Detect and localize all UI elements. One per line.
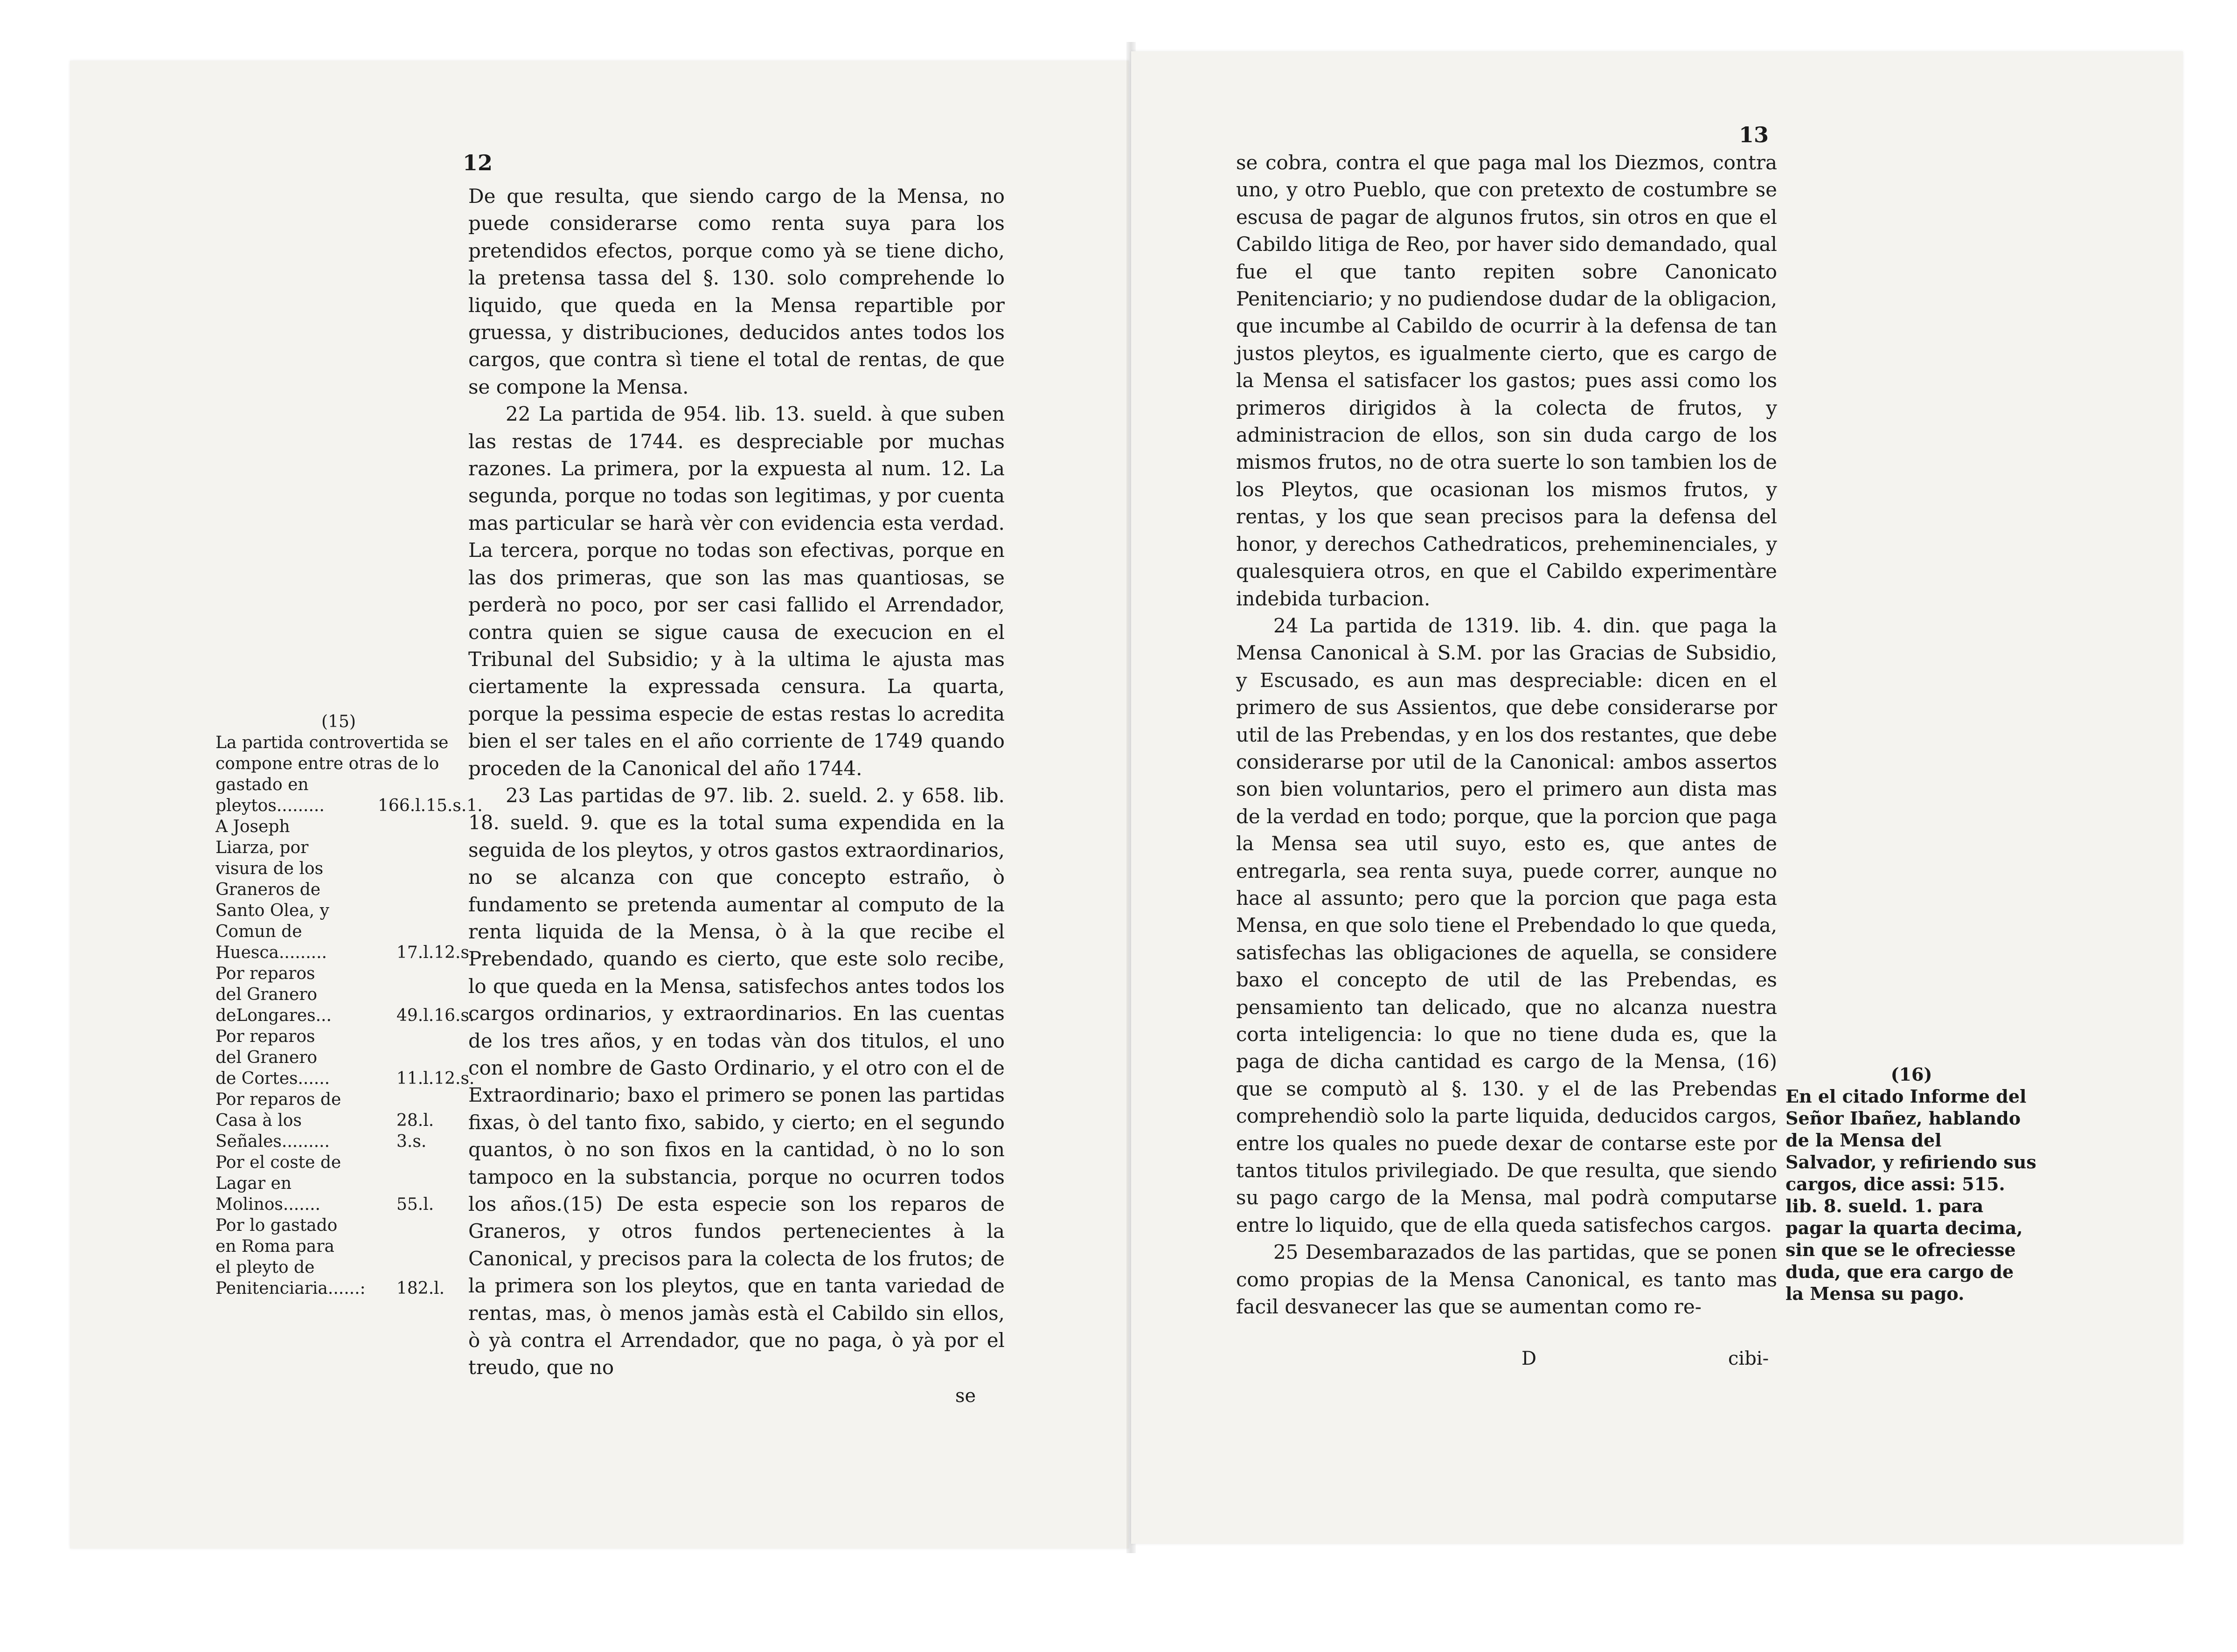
right-paragraph-24: 24 La partida de 1319. lib. 4. din. que paga la Mensa Canonical à S.M. por las Gracias de Subsidio, y Escusado, es aun mas despreciable: dicen en el primero de sus Assientos, que debe considerarse por util de las Prebendas, y en los dos restantes, que debe considerarse por util de la Canonical: ambos assertos son bien voluntarios, pero el primero aun dista mas de la verdad en todo; porque, que la porcion que paga la Mensa sea util suyo, esto es, que antes de entregarla, sea renta suya, puede correr, aunque no hace al assunto; pero que la porcion que paga esta Mensa, en que solo tiene el Prebendado lo que queda, satisfechas las obligaciones de aquella, se considere baxo el concepto de util de las Prebendas, es pensamiento tan delicado, que no alcanza nuestra corta inteligencia: lo que no tiene duda es, que la paga de dicha cantidad es cargo de la Mensa, (16) que se computò al §. 130. y el de las Prebendas comprehendiò solo la parte liquida, deducidos cargos, entre los quales no puede dexar de contarse este por tantos titulos privilegiado. De que resulta, que siendo su pago cargo de la Mensa, mal podrà computarse entre lo liquido, que de ella queda satisfechos cargos.	[1236, 614, 1777, 1236]
left-note-item: pleytos......... 166.l.15.s.1.	[215, 796, 483, 815]
left-note-item: Por reparos del Granero de Cortes...... 11.l.12.s.	[215, 1027, 475, 1088]
left-note-item: Por reparos del Granero deLongares... 49.l.16.s.	[215, 964, 475, 1025]
right-margin-note	[1785, 1063, 2037, 1305]
left-note-item: Por lo gastado en Roma para el pleyto de Penitenciaria......: 182.l.	[215, 1216, 445, 1298]
left-paragraph-22: 22 La partida de 954. lib. 13. sueld. à que suben las restas de 1744. es despreciable por muchas razones. La primera, por la expuesta al num. 12. La segunda, porque no todas son legitimas, y por cuenta mas particular se harà vèr con evidencia esta verdad. La tercera, porque no todas son efectivas, porque en las dos primeras, que son las mas quantiosas, se perderà no poco, por ser casi fallido el Arrendador, contra quien se sigue causa de execucion en el Tribunal del Subsidio; y à la ultima le ajusta mas ciertamente la expressada censura. La quarta, porque la pessima especie de estas restas lo acredita bien el ser tales en el año corriente de 1749 quando proceden de la Canonical del año 1744.	[468, 403, 1005, 780]
left-note-title: La partida controvertida se compone entre otras de lo gastado en	[215, 733, 449, 794]
left-page-body	[468, 183, 1005, 1381]
left-note-item: A Joseph Liarza, por visura de los Graneros de Santo Olea, y Comun de Huesca......... 17.l.12.s.	[215, 817, 475, 962]
right-paragraph-25: 25 Desembarazados de las partidas, que se ponen como propias de la Mensa Canonical, es tanto mas facil desvanecer las que se aumentan como re-	[1236, 1241, 1777, 1319]
left-note-item: Por el coste de Lagar en Molinos....... 55.l.	[215, 1153, 434, 1214]
left-paragraph-23: 23 Las partidas de 97. lib. 2. sueld. 2. y 658. lib. 18. sueld. 9. que es la total suma expendida en la seguida de los pleytos, y otros gastos extraordinarios, no se alcanza con que concepto estraño, ò fundamento se pretenda aumentar al computo de la renta liquida de la Mensa, ò à la que recibe el Prebendado, quando es cierto, que este solo recibe, lo que queda en la Mensa, satisfechos antes todos los cargos ordinarios, y extraordinarios. En las cuentas de los tres años, y en todas vàn dos titulos, el uno con el nombre de Gasto Ordinario, y el otro con el de Extraordinario; baxo el primero se ponen las partidas fixas, ò del tanto fixo, sabido, y cierto; en el segundo quantos, ò no son fixos en la cantidad, ò no lo son tampoco en la substancia, porque no ocurren todos los años.(15) De esta especie son los reparos de Graneros, y otros fundos pertenecientes à la Canonical, y precisos para la colecta de los frutos; de la primera son los pleytos, que en tanta variedad de rentas, mas, ò menos jamàs està el Cabildo sin ellos, ò yà contra el Arrendador, que no paga, ò yà por el treudo, que no	[468, 784, 1005, 1379]
signature-mark: D	[1521, 1348, 1537, 1369]
right-note-text-before: En el citado Informe del Señor Ibañez, hablando de la Mensa del Salvador, y refiriendo sus cargos, dice assi: 515. lib. 8. sueld. 1. para pagar la quarta decima,	[1785, 1086, 2036, 1238]
right-note-text-after: sin que se le ofreciesse duda, que era cargo de la Mensa su pago.	[1785, 1239, 2016, 1304]
left-margin-note	[215, 711, 483, 1299]
right-page-number: 13	[1739, 122, 1769, 147]
left-note-number: (15)	[321, 712, 356, 731]
right-catchword: cibi-	[1728, 1348, 1769, 1369]
right-paragraph-1: se cobra, contra el que paga mal los Diezmos, contra uno, y otro Pueblo, que con pretexto de costumbre se escusa de pagar de algunos frutos, sin otros en que el Cabildo litiga de Reo, por haver sido demandado, qual fue el que tanto repiten sobre Canonicato Penitenciario; y no pudiendose dudar de la obligacion, que incumbe al Cabildo de ocurrir à la defensa de tan justos pleytos, es igualmente cierto, que es cargo de la Mensa el satisfacer los gastos; pues assi como los primeros dirigidos à la colecta de frutos, y administracion de ellos, son sin duda cargo de los mismos frutos, no de otra suerte lo son tambien los de los Pleytos, que ocasionan los mismos frutos, y rentas, y los que sean precisos para la defensa del honor, y derechos Cathedraticos, preheminenciales, y qualesquiera otros, en que el Cabildo experimentàre indebida turbacion.	[1236, 151, 1777, 610]
left-paragraph-1: De que resulta, que siendo cargo de la Mensa, no puede considerarse como renta suya para los pretendidos efectos, porque como yà se tiene dicho, la pretensa tassa del §. 130. solo comprehende lo liquido, que queda en la Mensa repartible por gruessa, y distribuciones, deducidos antes todos los cargos, que contra sì tiene el total de rentas, de que se compone la Mensa.	[468, 185, 1005, 398]
left-catchword: se	[955, 1385, 976, 1407]
right-note-text	[1785, 1085, 2037, 1305]
left-note-item: Por reparos de Casa à los Señales......... 28.l. 3.s.	[215, 1090, 434, 1151]
left-page-number: 12	[463, 150, 493, 175]
right-page-body	[1236, 149, 1777, 1320]
right-note-number: (16)	[1890, 1064, 1932, 1085]
